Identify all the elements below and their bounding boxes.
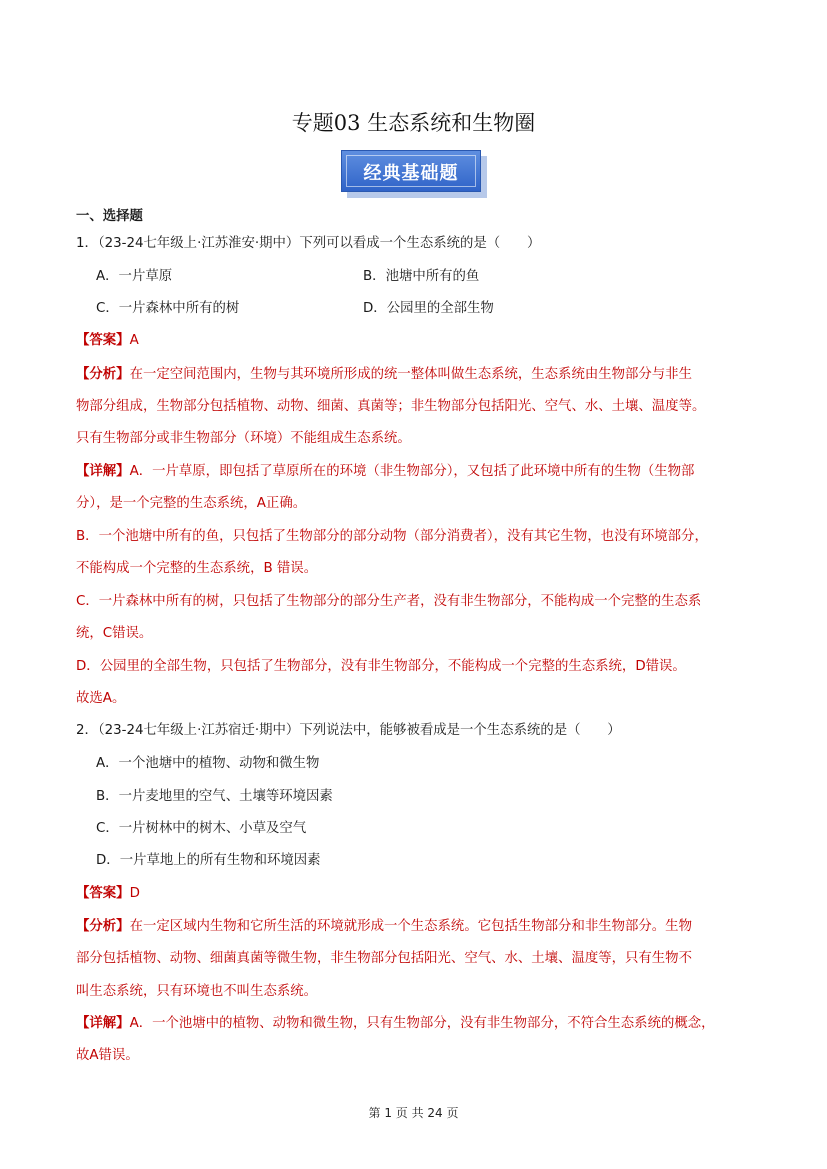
q2-answer bbox=[76, 884, 140, 904]
q1-detail-line: 不能构成一个完整的生态系统，B 错误。 bbox=[76, 561, 318, 576]
badge-label: 经典基础题 bbox=[363, 163, 459, 184]
analysis-tag: 【分析】 bbox=[76, 919, 130, 934]
q2-option-a: A．一个池塘中的植物、动物和微生物 bbox=[96, 756, 320, 771]
q1-detail-line: 统，C错误。 bbox=[76, 626, 153, 641]
q1-option-c: C．一片森林中所有的树 bbox=[96, 301, 240, 316]
q1-detail-line: 【详解】A．一片草原，即包括了草原所在的环境（非生物部分），又包括了此环境中所有的生物（生物部 bbox=[76, 464, 695, 479]
q1-detail-line: 分），是一个完整的生态系统，A正确。 bbox=[76, 496, 307, 511]
answer-tag: 【答案】 bbox=[76, 333, 130, 348]
q1-detail-line: D．公园里的全部生物，只包括了生物部分，没有非生物部分，不能构成一个完整的生态系统，D错误。 bbox=[76, 659, 686, 674]
q2-analysis-line: 叫生态系统，只有环境也不叫生态系统。 bbox=[76, 984, 318, 999]
q1-detail-line: B．一个池塘中所有的鱼，只包括了生物部分的部分动物（部分消费者），没有其它生物，也没有环境部分， bbox=[76, 529, 708, 544]
q1-option-b: B．池塘中所有的鱼 bbox=[363, 269, 480, 284]
q1-option-d: D．公园里的全部生物 bbox=[363, 301, 494, 316]
q1-analysis-line: 物部分组成，生物部分包括植物、动物、细菌、真菌等；非生物部分包括阳光、空气、水、土壤、温度等。 bbox=[76, 399, 706, 414]
section-heading: 一、选择题 bbox=[76, 209, 143, 224]
q1-analysis-line: 【分析】在一定空间范围内，生物与其环境所形成的统一整体叫做生态系统，生态系统由生物部分与非生 bbox=[76, 367, 692, 382]
q1-detail-line: C．一片森林中所有的树，只包括了生物部分的部分生产者，没有非生物部分，不能构成一个完整的生态系 bbox=[76, 594, 702, 609]
q2-option-b: B．一片麦地里的空气、土壤等环境因素 bbox=[96, 789, 333, 804]
q1-answer bbox=[76, 331, 139, 351]
q1-answer-value: A bbox=[129, 333, 139, 348]
page-title: 专题03 生态系统和生物圈 bbox=[291, 111, 536, 135]
q2-analysis-line: 部分包括植物、动物、细菌真菌等微生物，非生物部分包括阳光、空气、水、土壤、温度等，只有生物不 bbox=[76, 951, 692, 966]
q2-detail-line: 故A错误。 bbox=[76, 1048, 139, 1063]
q2-option-c: C．一片树林中的树木、小草及空气 bbox=[96, 821, 307, 836]
page-footer: 第 1 页 共 24 页 bbox=[368, 1106, 459, 1120]
analysis-tag: 【分析】 bbox=[76, 367, 130, 382]
detail-tag: 【详解】 bbox=[76, 464, 130, 479]
section-badge bbox=[341, 150, 487, 198]
q2-answer-value: D bbox=[129, 886, 140, 901]
q2-detail-line: 【详解】A．一个池塘中的植物、动物和微生物，只有生物部分，没有非生物部分，不符合生态系统的概念， bbox=[76, 1016, 715, 1031]
detail-tag: 【详解】 bbox=[76, 1016, 130, 1031]
q2-option-d: D．一片草地上的所有生物和环境因素 bbox=[96, 853, 321, 868]
q2-analysis-line: 【分析】在一定区域内生物和它所生活的环境就形成一个生态系统。它包括生物部分和非生物部分。生物 bbox=[76, 919, 692, 934]
q1-analysis-line: 只有生物部分或非生物部分（环境）不能组成生态系统。 bbox=[76, 431, 411, 446]
q2-stem: 2．（23-24七年级上·江苏宿迁·期中）下列说法中，能够被看成是一个生态系统的是（ ） bbox=[76, 723, 621, 738]
q1-stem: 1．（23-24七年级上·江苏淮安·期中）下列可以看成一个生态系统的是（ ） bbox=[76, 236, 541, 251]
answer-tag: 【答案】 bbox=[76, 886, 130, 901]
q1-detail-line: 故选A。 bbox=[76, 691, 126, 706]
q1-option-a: A．一片草原 bbox=[96, 269, 173, 284]
